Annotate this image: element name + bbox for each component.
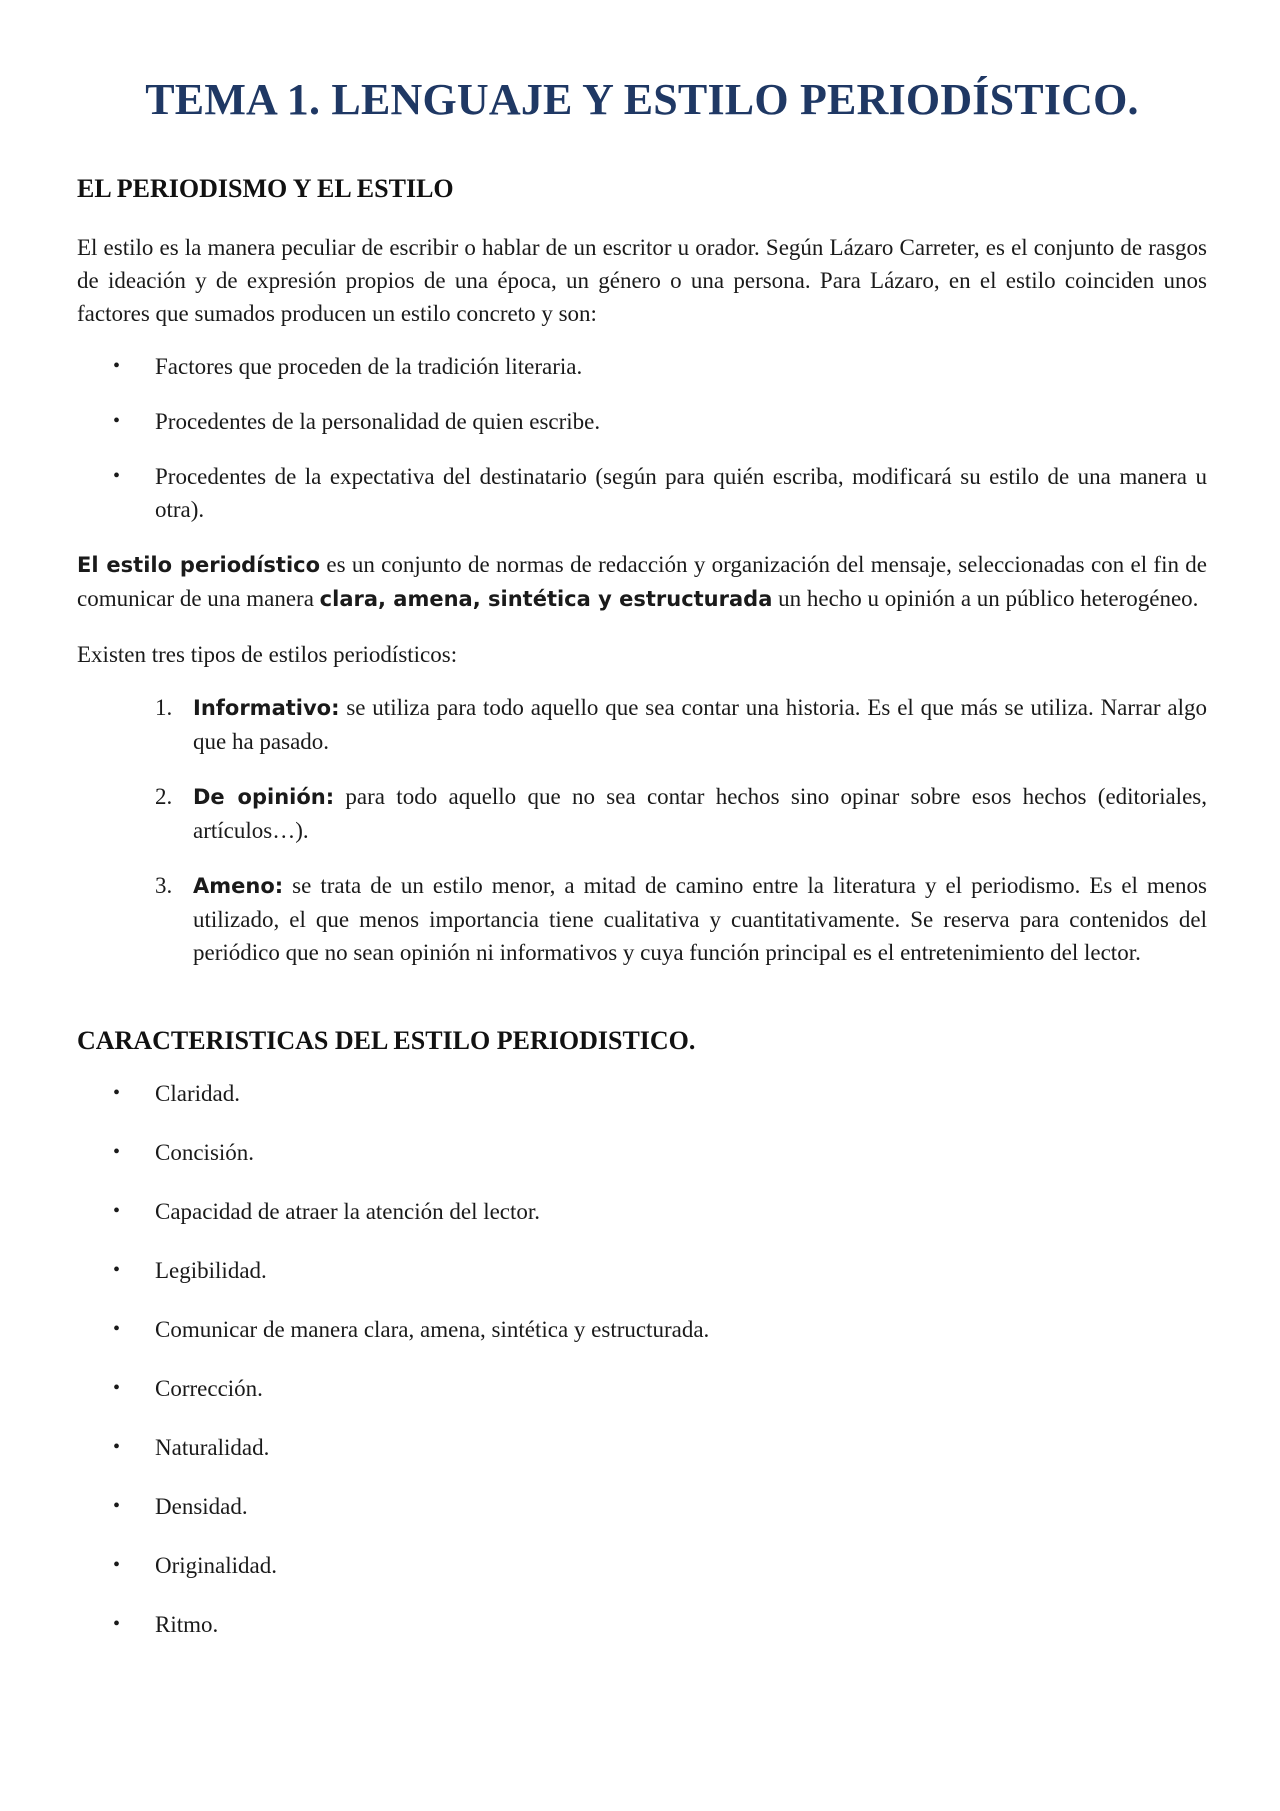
factor-text: Factores que proceden de la tradición literaria. — [155, 354, 583, 379]
list-item — [77, 780, 1207, 847]
list-number: 2. — [155, 784, 173, 809]
list-item — [77, 1549, 1207, 1582]
list-item — [77, 691, 1207, 758]
list-item — [77, 1313, 1207, 1346]
intro-paragraph: El estilo es la manera peculiar de escribir o hablar de un escritor u orador. Según Lázaro Carreter, es el conjunto de rasgos de ideación y de expresión propios de una época, un género o una persona. Para Lázaro, en el estilo coinciden unos factores que sumados producen un estilo concreto y son: — [77, 235, 1207, 326]
definition-paragraph — [77, 548, 1207, 616]
types-list — [77, 691, 1207, 969]
characteristic-text: Concisión. — [155, 1140, 255, 1165]
bullet-icon: • — [113, 465, 121, 487]
bullet-icon: • — [113, 355, 121, 377]
list-number: 3. — [155, 873, 173, 898]
list-item — [77, 1195, 1207, 1228]
list-item — [77, 1608, 1207, 1641]
type-label: De opinión: — [193, 785, 335, 809]
list-item — [77, 405, 1207, 438]
characteristic-text: Originalidad. — [155, 1553, 277, 1578]
bullet-icon: • — [113, 1318, 121, 1340]
list-item — [77, 350, 1207, 383]
list-item — [77, 869, 1207, 969]
bullet-icon: • — [113, 410, 121, 432]
characteristic-text: Ritmo. — [155, 1612, 219, 1637]
document-page — [77, 0, 1207, 1641]
section-heading-periodismo-estilo: EL PERIODISMO Y EL ESTILO — [77, 174, 454, 203]
list-item — [77, 460, 1207, 526]
bullet-icon: • — [113, 1554, 121, 1576]
type-text: se utiliza para todo aquello que sea contar una historia. Es el que más se utiliza. Narrar algo que ha pasado. — [193, 695, 1207, 754]
factors-list — [77, 350, 1207, 526]
characteristic-text: Densidad. — [155, 1494, 248, 1519]
bullet-icon: • — [113, 1259, 121, 1281]
definition-emphasis: clara, amena, sintética y estructurada — [319, 587, 773, 611]
list-item — [77, 1254, 1207, 1287]
type-text: se trata de un estilo menor, a mitad de camino entre la literatura y el periodismo. Es el menos utilizado, el que menos importancia tiene cualitativa y cuantitativamente. Se reserva para contenidos del periódico que no sean opinión ni informativos y cuya función principal es el entretenimiento del lector. — [193, 873, 1207, 965]
document-title: TEMA 1. LENGUAJE Y ESTILO PERIODÍSTICO. — [145, 75, 1139, 124]
section-heading-caracteristicas: CARACTERISTICAS DEL ESTILO PERIODISTICO. — [77, 1026, 696, 1055]
characteristics-list — [77, 1077, 1207, 1641]
bullet-icon: • — [113, 1141, 121, 1163]
definition-text-2: un hecho u opinión a un público heterogéneo. — [772, 586, 1199, 611]
list-item — [77, 1077, 1207, 1110]
list-number: 1. — [155, 695, 173, 720]
characteristic-text: Capacidad de atraer la atención del lector. — [155, 1199, 541, 1224]
factor-text: Procedentes de la expectativa del destinatario (según para quién escriba, modificará su estilo de una manera u otra). — [155, 464, 1207, 522]
bullet-icon: • — [113, 1613, 121, 1635]
definition-text-1: es un conjunto de normas de redacción y organización del mensaje, seleccionadas con el fin de comunicar de una manera — [77, 552, 1207, 611]
definition-term: El estilo periodístico — [77, 553, 321, 577]
bullet-icon: • — [113, 1495, 121, 1517]
characteristic-text: Comunicar de manera clara, amena, sintética y estructurada. — [155, 1317, 710, 1342]
bullet-icon: • — [113, 1377, 121, 1399]
characteristic-text: Naturalidad. — [155, 1435, 270, 1460]
bullet-icon: • — [113, 1082, 121, 1104]
characteristic-text: Legibilidad. — [155, 1258, 267, 1283]
type-text: para todo aquello que no sea contar hechos sino opinar sobre esos hechos (editoriales, artículos…). — [193, 784, 1207, 843]
characteristic-text: Corrección. — [155, 1376, 263, 1401]
types-intro: Existen tres tipos de estilos periodísticos: — [77, 642, 458, 667]
type-label: Ameno: — [193, 874, 284, 898]
list-item — [77, 1372, 1207, 1405]
type-label: Informativo: — [193, 696, 340, 720]
list-item — [77, 1431, 1207, 1464]
characteristic-text: Claridad. — [155, 1081, 240, 1106]
list-item — [77, 1136, 1207, 1169]
factor-text: Procedentes de la personalidad de quien escribe. — [155, 409, 601, 434]
bullet-icon: • — [113, 1200, 121, 1222]
bullet-icon: • — [113, 1436, 121, 1458]
list-item — [77, 1490, 1207, 1523]
